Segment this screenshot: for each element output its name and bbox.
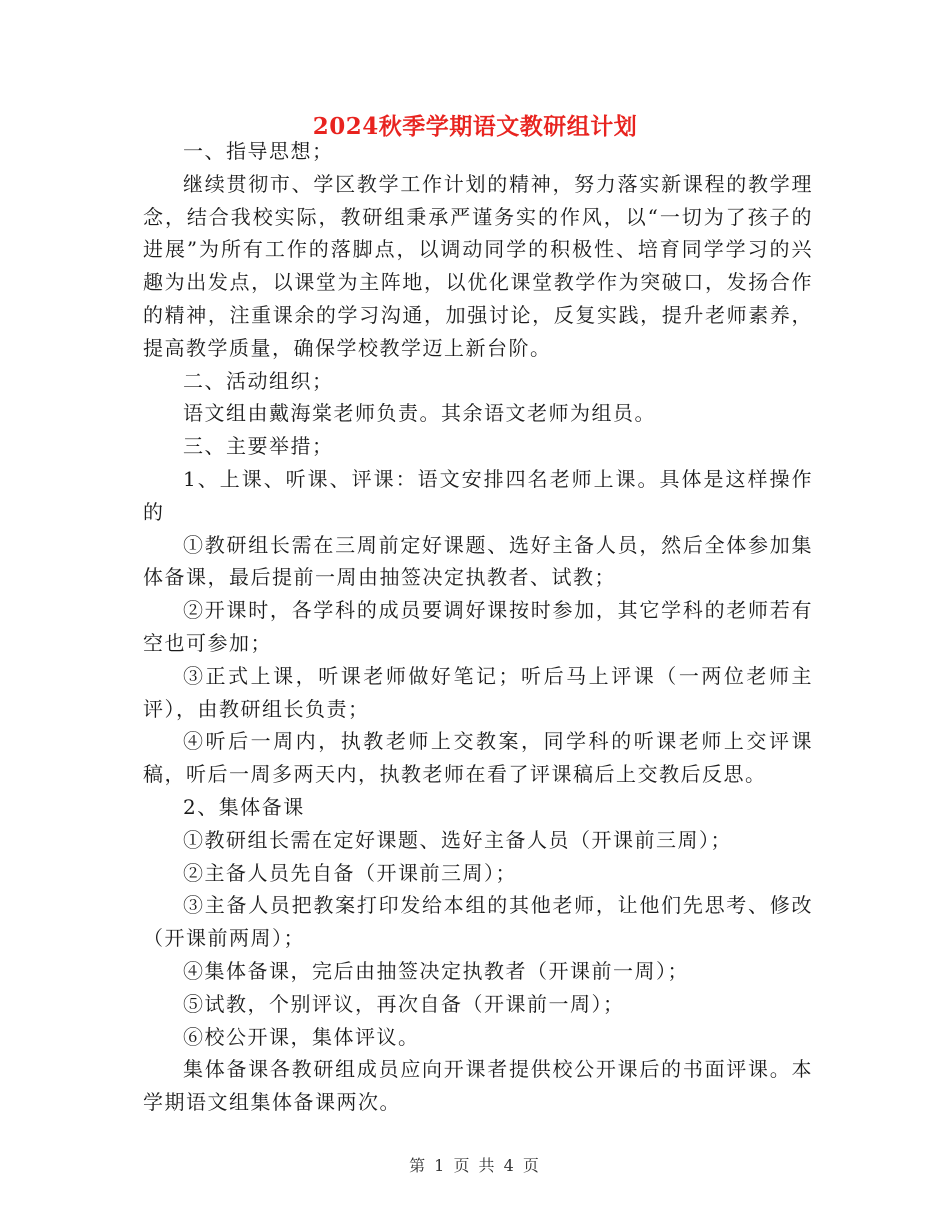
paragraph-collective-preparation-summary: 集体备课各教研组成员应向开课者提供校公开课后的书面评课。本学期语文组集体备课两次。 xyxy=(143,1057,813,1115)
list-item: ④听后一周内，执教老师上交教案，同学科的听课老师上交评课稿，听后一周多两天内，执教老师在看了评课稿后上交教后反思。 xyxy=(143,729,813,787)
subheading-collective-preparation: 2、集体备课 xyxy=(183,794,305,819)
document-title: 2024秋季学期语文教研组计划 xyxy=(312,113,638,140)
page-number: 第 1 页 共 4 页 xyxy=(409,1156,541,1175)
paragraph-activity-organization: 语文组由戴海棠老师负责。其余语文老师为组员。 xyxy=(183,401,656,426)
paragraph-lesson-observation: 1、上课、听课、评课：语文安排四名老师上课。具体是这样操作的 xyxy=(143,466,813,524)
list-item: ①教研组长需在定好课题、选好主备人员（开课前三周）； xyxy=(183,827,732,852)
section-heading-guiding-ideology: 一、指导思想； xyxy=(183,139,334,163)
list-item: ③正式上课，听课老师做好笔记；听后马上评课（一两位老师主评），由教研组长负责； xyxy=(143,663,813,721)
list-item: ②开课时，各学科的成员要调好课按时参加，其它学科的老师若有空也可参加； xyxy=(143,598,813,655)
section-heading-main-measures: 三、主要举措； xyxy=(183,434,334,459)
list-item: ①教研组长需在三周前定好课题、选好主备人员，然后全体参加集体备课，最后提前一周由抽签决定执教者、试教； xyxy=(143,532,813,590)
list-item: ②主备人员先自备（开课前三周）； xyxy=(183,860,517,885)
list-item: ③主备人员把教案打印发给本组的其他老师，让他们先思考、修改（开课前两周）； xyxy=(143,893,813,951)
document-body xyxy=(143,135,813,1119)
section-heading-activity-organization: 二、活动组织； xyxy=(183,368,334,393)
list-item: ④集体备课，完后由抽签决定执教者（开课前一周）； xyxy=(183,958,689,983)
list-item: ⑥校公开课，集体评议。 xyxy=(183,1024,420,1049)
list-item: ⑤试教，个别评议，再次自备（开课前一周）； xyxy=(183,991,625,1016)
paragraph-guiding-ideology: 继续贯彻市、学区教学工作计划的精神，努力落实新课程的教学理念，结合我校实际，教研组秉承严谨务实的作风，以“一切为了孩子的进展”为所有工作的落脚点，以调动同学的积极性、培育同学学习的兴趣为出发点，以课堂为主阵地，以优化课堂教学作为突破口，发扬合作的精神，注重课余的学习沟通，加强讨论，反复实践，提升老师素养，提高教学质量，确保学校教学迈上新台阶。 xyxy=(143,171,813,360)
